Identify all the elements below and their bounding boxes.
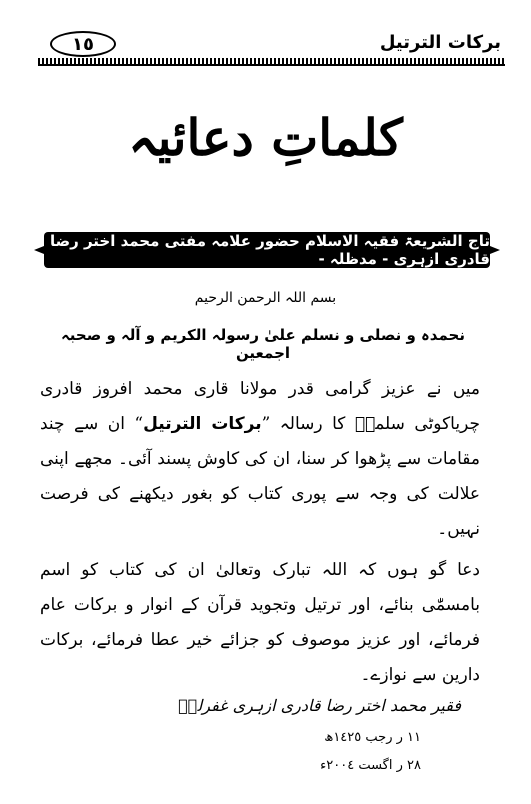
header-rule [38,58,505,64]
running-book-title: برکات الترتیل [379,32,501,53]
page-header [0,0,531,72]
paragraph-1-before: میں نے عزیز گرامی قدر مولانا قاری محمد افروز قادری چریاکوٹی سلمہٗ کا رسالہ ” [40,379,480,434]
date-hijri: ١١ ر رجب ١٤٢٥ھ [324,730,421,745]
paragraph-1-book-title: برکات الترتیل [143,414,262,434]
date-gregorian: ٢٨ ر اگست ٢٠٠٤ء [320,758,421,773]
paragraph-2: دعا گو ہوں کہ اللہ تبارک وتعالیٰ ان کی کتاب کو اسم بامسمّٰی بنائے، اور ترتیل وتجوید قرآن کے انوار و برکات عام فرمائے، اور عزیز موصوف کو جزائے خیر عطا فرمائے، برکات دارین سے نوازے۔ [40,560,480,685]
praise-line: نحمدہ و نصلی و نسلم علیٰ رسولہ الکریم و آلہ و صحبہ اجمعین [61,326,465,362]
paragraph-1 [40,372,480,547]
chapter-title: کلماتِ دعائیہ [128,108,403,167]
author-banner [44,232,490,268]
signature: فقیر محمد اختر رضا قادری ازہری غفرلہٗ [178,696,461,715]
paragraph-1-after: “ ان سے چند مقامات سے پڑھوا کر سنا، ان کی کاوش پسند آئی۔ مجھے اپنی علالت کی وجہ سے پوری کتاب کو بغور دیکھنے کی فرصت نہیں۔ [40,414,480,539]
author-name: تاج الشریعۃ فقیہ الاسلام حضور علامہ مفتی محمد اختر رضا قادری ازہری - مدظلہ - [49,232,490,268]
page-number-badge: ١٥ [50,31,116,57]
bismillah-line: بسم اللہ الرحمن الرحیم [194,290,337,306]
